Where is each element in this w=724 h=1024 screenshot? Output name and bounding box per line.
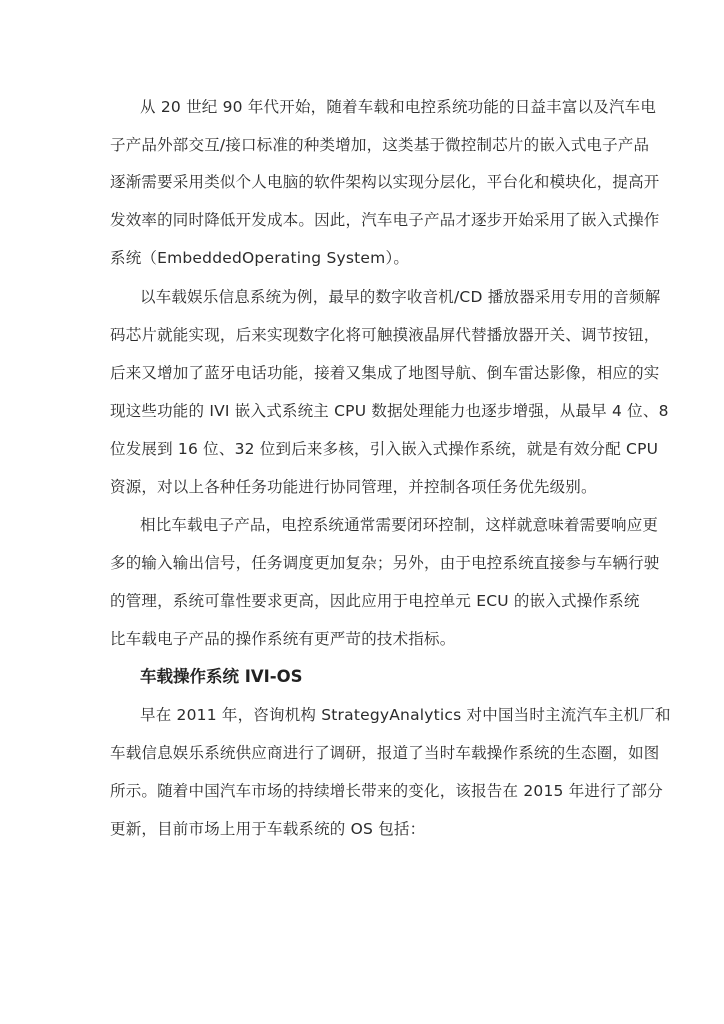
paragraph-1-line-4: 发效率的同时降低开发成本。因此，汽车电子产品才逐步开始采用了嵌入式操作	[110, 211, 660, 229]
section-paragraph-line-3: 所示。随着中国汽车市场的持续增长带来的变化，该报告在 2015 年进行了部分	[110, 782, 663, 800]
section-paragraph-line-4: 更新，目前市场上用于车载系统的 OS 包括：	[110, 820, 426, 838]
paragraph-1-line-1: 从 20 世纪 90 年代开始，随着车载和电控系统功能的日益丰富以及汽车电	[140, 98, 657, 116]
paragraph-2-line-4: 现这些功能的 IVI 嵌入式系统主 CPU 数据处理能力也逐步增强，从最早 4 位、8	[110, 402, 669, 420]
paragraph-1-line-2: 子产品外部交互/接口标准的种类增加，这类基于微控制芯片的嵌入式电子产品	[110, 136, 650, 154]
paragraph-2-line-1: 以车载娱乐信息系统为例，最早的数字收音机/CD 播放器采用专用的音频解	[140, 288, 661, 306]
paragraph-3-line-4: 比车载电子产品的操作系统有更严苛的技术指标。	[110, 630, 456, 648]
paragraph-2-line-3: 后来又增加了蓝牙电话功能，接着又集成了地图导航、倒车雷达影像，相应的实	[110, 364, 660, 382]
section-heading: 车载操作系统 IVI-OS	[140, 667, 303, 686]
paragraph-1-line-3: 逐渐需要采用类似个人电脑的软件架构以实现分层化，平台化和模块化，提高开	[110, 173, 660, 191]
paragraph-1-line-5: 系统（EmbeddedOperating System）。	[110, 249, 410, 267]
section-paragraph-line-1: 早在 2011 年，咨询机构 StrategyAnalytics 对中国当时主流汽车主机厂和	[140, 706, 671, 724]
paragraph-3-line-3: 的管理，系统可靠性要求更高，因此应用于电控单元 ECU 的嵌入式操作系统	[110, 592, 640, 610]
paragraph-3-line-2: 多的输入输出信号，任务调度更加复杂；另外，由于电控系统直接参与车辆行驶	[110, 554, 660, 572]
paragraph-3-line-1: 相比车载电子产品，电控系统通常需要闭环控制，这样就意味着需要响应更	[140, 516, 659, 534]
section-paragraph-line-2: 车载信息娱乐系统供应商进行了调研，报道了当时车载操作系统的生态圈，如图	[110, 744, 660, 762]
paragraph-2-line-6: 资源，对以上各种任务功能进行协同管理，并控制各项任务优先级别。	[110, 478, 597, 496]
paragraph-2-line-2: 码芯片就能实现，后来实现数字化将可触摸液晶屏代替播放器开关、调节按钮，	[110, 326, 660, 344]
paragraph-2-line-5: 位发展到 16 位、32 位到后来多核，引入嵌入式操作系统，就是有效分配 CPU	[110, 440, 659, 458]
